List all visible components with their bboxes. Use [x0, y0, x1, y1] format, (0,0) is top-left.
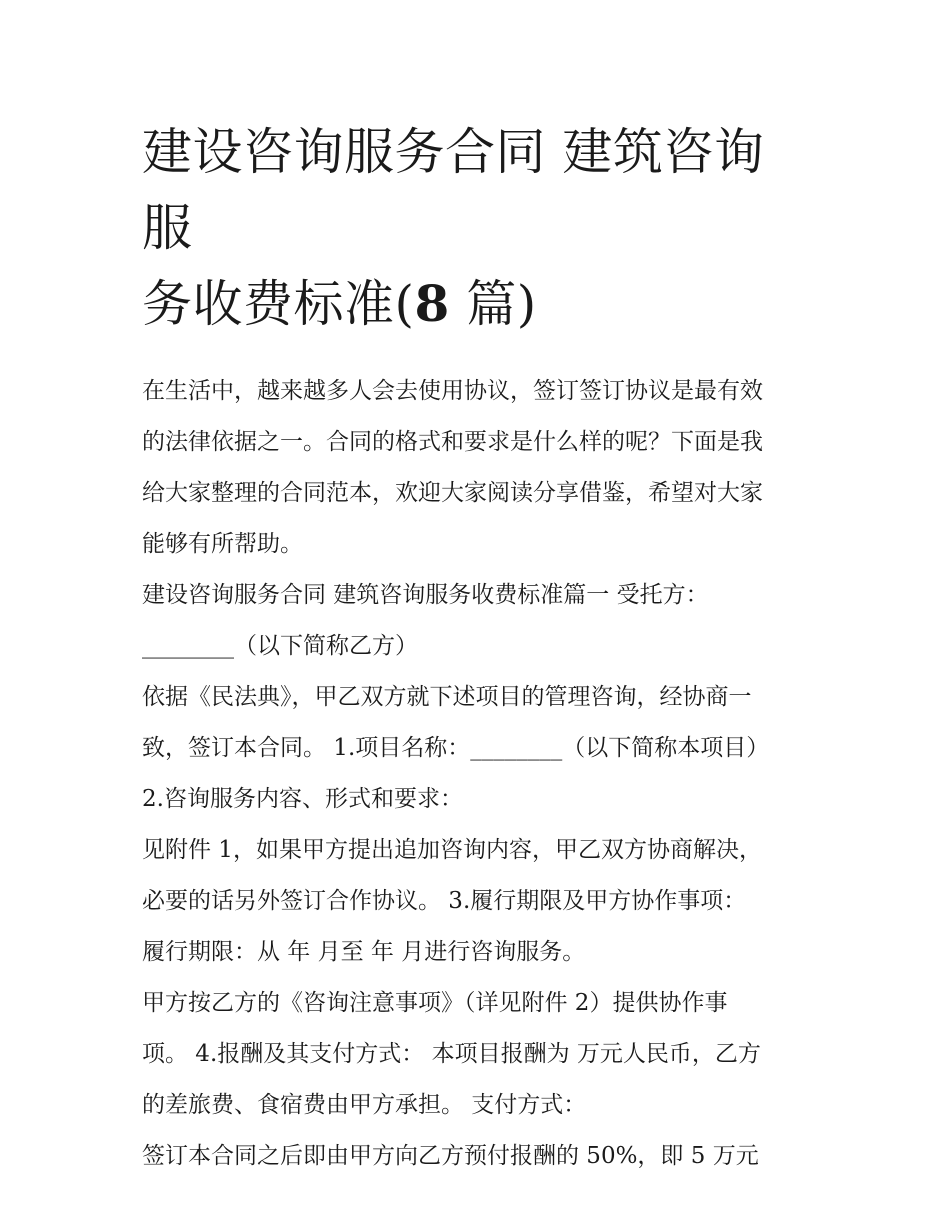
document-title [142, 0, 810, 342]
body-line: 在生活中，越来越多人会去使用协议，签订签订协议是最有效 [142, 378, 763, 404]
body-line: 履行期限：从 年 月至 年 月进行咨询服务。 [142, 939, 586, 965]
body-line: 2.咨询服务内容、形式和要求： [142, 786, 463, 812]
body-line: 给大家整理的合同范本，欢迎大家阅读分享借鉴，希望对大家 [142, 480, 763, 506]
body-line: 依据《民法典》，甲乙双方就下述项目的管理咨询，经协商一 [142, 684, 752, 710]
body-line: 签订本合同之后即由甲方向乙方预付报酬的 50%，即 5 万元 [142, 1143, 759, 1169]
body-line: 能够有所帮助。 [142, 531, 303, 557]
document-body [142, 366, 810, 1182]
title-article-count: 8 [414, 274, 450, 333]
body-line: 的差旅费、食宿费由甲方承担。 支付方式： [142, 1092, 587, 1118]
body-line: 建设咨询服务合同 建筑咨询服务收费标准篇一 受托方： [142, 582, 709, 608]
body-line: 的法律依据之一。合同的格式和要求是什么样的呢？下面是我 [142, 429, 763, 455]
body-line: 必要的话另外签订合作协议。 3.履行期限及甲方协作事项： [142, 888, 747, 914]
body-line: 见附件 1，如果甲方提出追加咨询内容，甲乙双方协商解决， [142, 837, 762, 863]
title-line-2-suffix: 篇) [449, 275, 537, 333]
title-line-1: 建设咨询服务合同 建筑咨询服 [142, 123, 765, 257]
body-line: 项。 4.报酬及其支付方式： 本项目报酬为 万元人民币，乙方 [142, 1041, 761, 1067]
body-line: 甲方按乙方的《咨询注意事项》（详见附件 2）提供协作事 [142, 990, 728, 1016]
body-line: ________（以下简称乙方） [142, 633, 418, 659]
title-line-2-prefix: 务收费标准( [142, 275, 415, 333]
body-line: 致，签订本合同。 1.项目名称：________（以下简称本项目） [142, 735, 770, 761]
